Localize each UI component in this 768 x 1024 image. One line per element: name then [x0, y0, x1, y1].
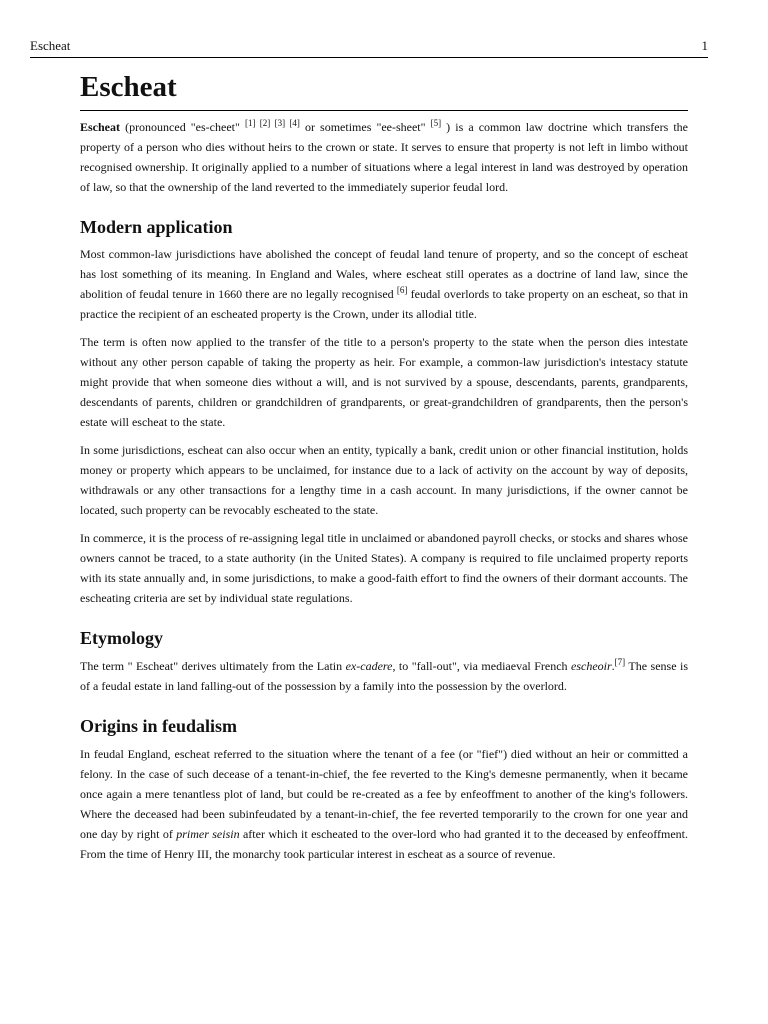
- heading-etymology: Etymology: [80, 628, 163, 649]
- intro-paragraph: [80, 117, 688, 197]
- intro-term: Escheat: [80, 119, 120, 134]
- heading-origins-in-feudalism: Origins in feudalism: [80, 716, 238, 737]
- etymology-text-1: The term " Escheat" derives ultimately from the Latin: [80, 659, 346, 674]
- etymology-text-4: The sense is of a feudal estate in land falling-out of the possession by a family into the possession by the overlord.: [80, 659, 689, 694]
- citation-1-4[interactable]: [1] [2] [3] [4]: [244, 117, 300, 128]
- modern-paragraph-2: The term is often now applied to the transfer of the title to a person's property to the state when the person dies intestate without any other person capable of taking the property as heir. For example, a common-law jurisdiction's intestacy statute might provide that when someone dies without a will, and is not survived by a spouse, descendants, parents, grandparents, descendants of parents, children or grandchildren of grandparents, or great-grandchildren of grandparents, then the person's estate will escheat to the state.: [80, 335, 688, 430]
- intro-text-3: ) is a common law doctrine which transfers the property of a person who dies without heirs to the crown or state. It serves to ensure that property is not left in limbo without recognised ownership. It originally applied to a number of situations where a legal interest in land was destroyed by operation of law, so that the ownership of the land reverted to the immediately superior feudal lord.: [80, 119, 688, 194]
- modern-p1-text-a: Most common-law jurisdictions have abolished the concept of feudal land tenure of property, and so the concept of escheat has lost something of its meaning. In England and Wales, where escheat still operates as a doctrine of land law, since the abolition of feudal tenure in 1660 there are no legally recognised: [80, 247, 688, 302]
- primer-seisin-term: primer seisin: [176, 826, 240, 841]
- modern-paragraph-3: In some jurisdictions, escheat can also occur when an entity, typically a bank, credit union or other financial institution, holds money or property which appears to be unclaimed, for instance due to a lack of activity on the account by way of deposits, withdrawals or any other transactions for a lengthy time in a cash account. In many jurisdictions, if the owner cannot be located, such property can be revocably escheated to the state.: [80, 443, 688, 518]
- modern-paragraph-4: In commerce, it is the process of re-assigning legal title in unclaimed or abandoned payroll checks, or stocks and shares whose owners cannot be traced, to a state authority (in the United States). A company is required to file unclaimed property reports with its state annually and, in some jurisdictions, to make a good-faith effort to find the owners of their dormant accounts. The escheating criteria are set by individual state regulations.: [80, 531, 688, 606]
- latin-term: ex-cadere: [345, 659, 393, 674]
- article-title: Escheat: [80, 72, 688, 111]
- intro-text-1: (pronounced "es-cheet": [120, 119, 245, 134]
- etymology-text-3: .: [611, 659, 615, 674]
- origins-text-2: after which it escheated to the over-lord who had granted it to the deceased by enfeoffment. From the time of Henry III, the monarchy took particular interest in escheat as a source of revenue.: [80, 826, 689, 861]
- modern-p1-text-b: feudal overlords to take property on an escheat, so that in practice the recipient of an escheated property is the Crown, under its allodial title.: [80, 287, 688, 322]
- running-header: [30, 38, 708, 58]
- etymology-paragraph: [80, 656, 688, 696]
- article-body: [80, 72, 688, 872]
- modern-paragraph-1: [80, 244, 688, 324]
- running-title: Escheat: [30, 38, 71, 53]
- french-term: escheoir: [571, 659, 612, 674]
- origins-paragraph: [80, 744, 688, 864]
- citation-6[interactable]: [6]: [396, 285, 408, 296]
- origins-text-1: In feudal England, escheat referred to the situation where the tenant of a fee (or "fief") died without an heir or committed a felony. In the case of such decease of a tenant-in-chief, the fee reverted to the King's demesne permanently, when it became once again a mere tenantless plot of land, but could be re-created as a fee by enfeoffment to another of the king's followers. Where the deceased had been subinfeudated by a tenant-in-chief, the fee reverted temporarily to the crown for one year and one day by right of: [80, 746, 688, 841]
- heading-modern-application: Modern application: [80, 216, 233, 237]
- citation-5[interactable]: [5]: [430, 117, 442, 128]
- intro-text-2: or sometimes "ee-sheet": [299, 119, 431, 134]
- etymology-text-2: , to "fall-out", via mediaeval French: [392, 659, 572, 674]
- citation-7[interactable]: [7]: [614, 657, 626, 668]
- page-number: 1: [701, 38, 708, 53]
